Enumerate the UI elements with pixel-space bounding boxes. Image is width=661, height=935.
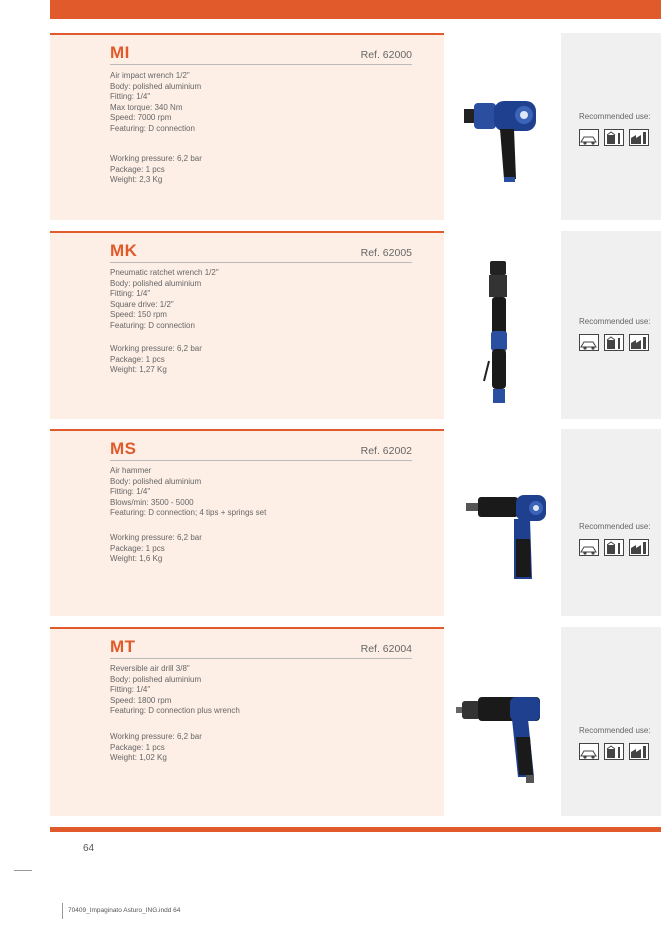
spec-line: Air impact wrench 1/2" — [110, 71, 190, 80]
workshop-icon — [604, 334, 624, 351]
spec-line: Speed: 7000 rpm — [110, 113, 172, 123]
spec-line: Featuring: D connection — [110, 123, 195, 133]
use-icons — [579, 334, 649, 351]
product-card-ms — [50, 429, 444, 616]
spec-line: Featuring: D connection — [110, 320, 195, 330]
footer-filename: 70409_Impaginato Asturo_ING.indd 64 — [68, 907, 181, 914]
ratchet-wrench-icon — [444, 231, 561, 419]
factory-icon — [629, 129, 649, 146]
recommended-label: Recommended use: — [579, 522, 651, 531]
spec-line: Blows/min: 3500 - 5000 — [110, 497, 194, 507]
product-details — [110, 344, 202, 376]
detail-line: Weight: 1,27 Kg — [110, 365, 167, 375]
product-specs — [110, 268, 219, 332]
recommended-use-mk — [561, 231, 661, 419]
car-garage-icon — [579, 743, 599, 760]
recommended-use-ms — [561, 429, 661, 616]
product-title: MI — [110, 43, 130, 62]
product-ref: Ref. 62002 — [360, 445, 412, 457]
product-image-mt — [444, 627, 561, 816]
recommended-label: Recommended use: — [579, 317, 651, 326]
detail-line: Weight: 1,02 Kg — [110, 753, 167, 763]
product-card-mi — [50, 33, 444, 220]
detail-line: Package: 1 pcs — [110, 164, 165, 174]
product-title: MS — [110, 439, 137, 458]
spec-line: Air hammer — [110, 466, 152, 475]
card-rule — [50, 429, 444, 431]
use-icons — [579, 539, 649, 556]
spec-line: Pneumatic ratchet wrench 1/2" — [110, 268, 219, 277]
product-ref: Ref. 62005 — [360, 247, 412, 259]
air-drill-icon — [444, 627, 561, 816]
title-underline — [110, 658, 412, 659]
spec-line: Body: polished aluminium — [110, 278, 202, 288]
detail-line: Working pressure: 6,2 bar — [110, 344, 202, 353]
detail-line: Package: 1 pcs — [110, 742, 165, 752]
bottom-accent-bar — [50, 827, 661, 832]
product-specs — [110, 466, 266, 519]
product-title: MK — [110, 241, 138, 260]
impact-wrench-icon — [444, 29, 561, 220]
spec-line: Speed: 150 rpm — [110, 310, 167, 320]
product-card-mt — [50, 627, 444, 816]
spec-line: Featuring: D connection; 4 tips + springs set — [110, 508, 267, 518]
factory-icon — [629, 334, 649, 351]
product-ref: Ref. 62004 — [360, 643, 412, 655]
footer-divider — [62, 903, 63, 919]
spec-line: Fitting: 1/4" — [110, 487, 151, 497]
spec-line: Body: polished aluminium — [110, 476, 202, 486]
product-details — [110, 533, 202, 565]
title-underline — [110, 262, 412, 263]
top-gap — [50, 19, 661, 29]
car-garage-icon — [579, 334, 599, 351]
detail-line: Package: 1 pcs — [110, 354, 165, 364]
spec-line: Fitting: 1/4" — [110, 685, 151, 695]
car-garage-icon — [579, 129, 599, 146]
product-details — [110, 732, 202, 764]
product-card-mk — [50, 231, 444, 419]
spec-line: Fitting: 1/4" — [110, 92, 151, 102]
title-underline — [110, 460, 412, 461]
recommended-use-mi — [561, 33, 661, 220]
workshop-icon — [604, 129, 624, 146]
page-number: 64 — [83, 843, 95, 854]
detail-line: Weight: 1,6 Kg — [110, 554, 163, 564]
spec-line: Reversible air drill 3/8" — [110, 664, 190, 673]
spec-line: Fitting: 1/4" — [110, 289, 151, 299]
workshop-icon — [604, 539, 624, 556]
product-image-mi — [444, 29, 561, 220]
detail-line: Package: 1 pcs — [110, 543, 165, 553]
factory-icon — [629, 539, 649, 556]
factory-icon — [629, 743, 649, 760]
title-underline — [110, 64, 412, 65]
top-accent-bar — [50, 0, 661, 19]
spec-line: Max torque: 340 Nm — [110, 102, 183, 112]
spec-line: Body: polished aluminium — [110, 81, 202, 91]
product-title: MT — [110, 637, 136, 656]
product-image-mk — [444, 231, 561, 419]
card-rule — [50, 627, 444, 629]
spec-line: Featuring: D connection plus wrench — [110, 706, 240, 716]
card-rule — [50, 33, 444, 35]
recommended-use-mt — [561, 627, 661, 816]
recommended-label: Recommended use: — [579, 112, 651, 121]
recommended-label: Recommended use: — [579, 726, 651, 735]
use-icons — [579, 129, 649, 146]
air-hammer-icon — [444, 429, 561, 616]
spec-line: Speed: 1800 rpm — [110, 695, 172, 705]
use-icons — [579, 743, 649, 760]
workshop-icon — [604, 743, 624, 760]
product-ref: Ref. 62000 — [360, 49, 412, 61]
product-image-ms — [444, 429, 561, 616]
detail-line: Working pressure: 6,2 bar — [110, 154, 202, 163]
detail-line: Weight: 2,3 Kg — [110, 175, 163, 185]
product-specs — [110, 71, 201, 135]
detail-line: Working pressure: 6,2 bar — [110, 533, 202, 542]
spec-line: Body: polished aluminium — [110, 674, 202, 684]
car-garage-icon — [579, 539, 599, 556]
card-rule — [50, 231, 444, 233]
product-specs — [110, 664, 240, 717]
crop-mark — [14, 870, 32, 871]
detail-line: Working pressure: 6,2 bar — [110, 732, 202, 741]
product-details — [110, 154, 202, 186]
spec-line: Square drive: 1/2" — [110, 299, 174, 309]
